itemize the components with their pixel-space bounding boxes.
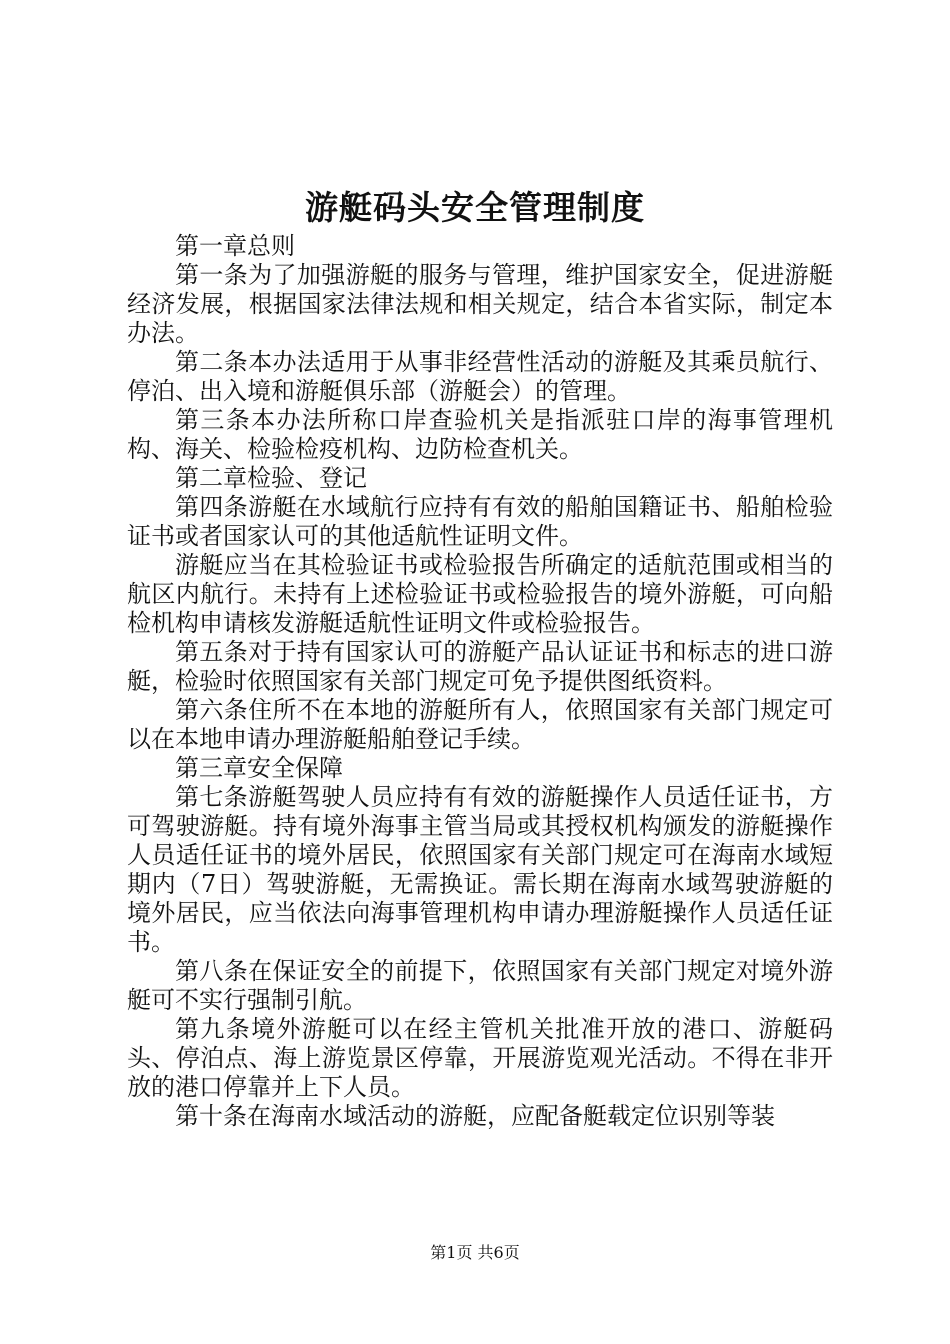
chapter-heading: 第一章总则 xyxy=(175,232,295,260)
article-paragraph: 第三条本办法所称口岸查验机关是指派驻口岸的海事管理机构、海关、检验检疫机构、边防检查机关。 xyxy=(127,406,833,463)
article-paragraph: 第九条境外游艇可以在经主管机关批准开放的港口、游艇码头、停泊点、海上游览景区停靠，开展游览观光活动。不得在非开放的港口停靠并上下人员。 xyxy=(127,1015,833,1101)
article-paragraph: 第七条游艇驾驶人员应持有有效的游艇操作人员适任证书，方可驾驶游艇。持有境外海事主管当局或其授权机构颁发的游艇操作人员适任证书的境外居民，依照国家有关部门规定可在海南水域短期内（7日）驾驶游艇，无需换证。需长期在海南水域驾驶游艇的境外居民，应当依法向海事管理机构申请办理游艇操作人员适任证书。 xyxy=(127,783,833,956)
article-paragraph: 第二条本办法适用于从事非经营性活动的游艇及其乘员航行、停泊、出入境和游艇俱乐部（游艇会）的管理。 xyxy=(127,348,833,405)
document-body xyxy=(127,232,833,1131)
article-paragraph: 第四条游艇在水域航行应持有有效的船舶国籍证书、船舶检验证书或者国家认可的其他适航性证明文件。 xyxy=(127,493,833,550)
article-paragraph: 游艇应当在其检验证书或检验报告所确定的适航范围或相当的航区内航行。未持有上述检验证书或检验报告的境外游艇，可向船检机构申请核发游艇适航性证明文件或检验报告。 xyxy=(127,551,833,637)
chapter-heading: 第二章检验、登记 xyxy=(175,464,367,492)
page-footer: 第1页 共6页 xyxy=(430,1243,520,1262)
chapter-heading: 第三章安全保障 xyxy=(175,754,343,782)
article-paragraph: 第八条在保证安全的前提下，依照国家有关部门规定对境外游艇可不实行强制引航。 xyxy=(127,957,833,1014)
article-paragraph: 第六条住所不在本地的游艇所有人，依照国家有关部门规定可以在本地申请办理游艇船舶登记手续。 xyxy=(127,696,833,753)
article-paragraph: 第十条在海南水域活动的游艇，应配备艇载定位识别等装 xyxy=(175,1102,775,1130)
document-title: 游艇码头安全管理制度 xyxy=(305,188,645,227)
article-paragraph: 第五条对于持有国家认可的游艇产品认证证书和标志的进口游艇，检验时依照国家有关部门规定可免予提供图纸资料。 xyxy=(127,638,833,695)
article-paragraph: 第一条为了加强游艇的服务与管理，维护国家安全，促进游艇经济发展，根据国家法律法规和相关规定，结合本省实际，制定本办法。 xyxy=(127,261,833,347)
